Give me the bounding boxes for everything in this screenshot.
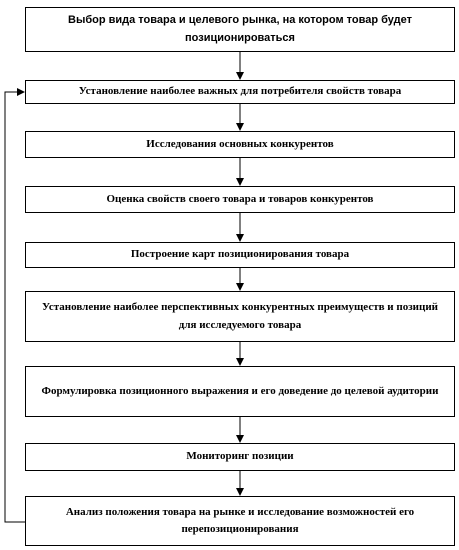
step-box-5 — [25, 242, 455, 268]
step-text-1: Выбор вида товара и целевого рынка, на котором товар будет позиционироваться — [68, 13, 412, 44]
step-text-5: Построение карт позиционирования товара — [130, 248, 350, 261]
step-text-7: Формулировка позиционного выражения и его доведение до целевой аудитории — [41, 384, 439, 397]
step-box-4 — [25, 186, 455, 213]
step-text-3: Исследования основных конкурентов — [146, 137, 334, 150]
step-box-9 — [25, 496, 455, 546]
step-box-7 — [25, 366, 455, 417]
step-box-1 — [25, 7, 455, 52]
step-box-6 — [25, 291, 455, 342]
step-box-8 — [25, 443, 455, 471]
feedback-loop-arrow — [5, 92, 25, 522]
step-text-6: Установление наиболее перспективных конкурентных преимуществ и позиций для исследуемого товара — [41, 301, 438, 331]
step-text-8: Мониторинг позиции — [186, 450, 294, 463]
step-box-2 — [25, 80, 455, 104]
step-text-9: Анализ положения товара на рынке и исследование возможностей его перепозиционирования — [65, 505, 415, 535]
step-box-3 — [25, 131, 455, 158]
step-text-4: Оценка свойств своего товара и товаров конкурентов — [106, 192, 374, 205]
step-text-2: Установление наиболее важных для потребителя свойств товара — [78, 85, 402, 98]
